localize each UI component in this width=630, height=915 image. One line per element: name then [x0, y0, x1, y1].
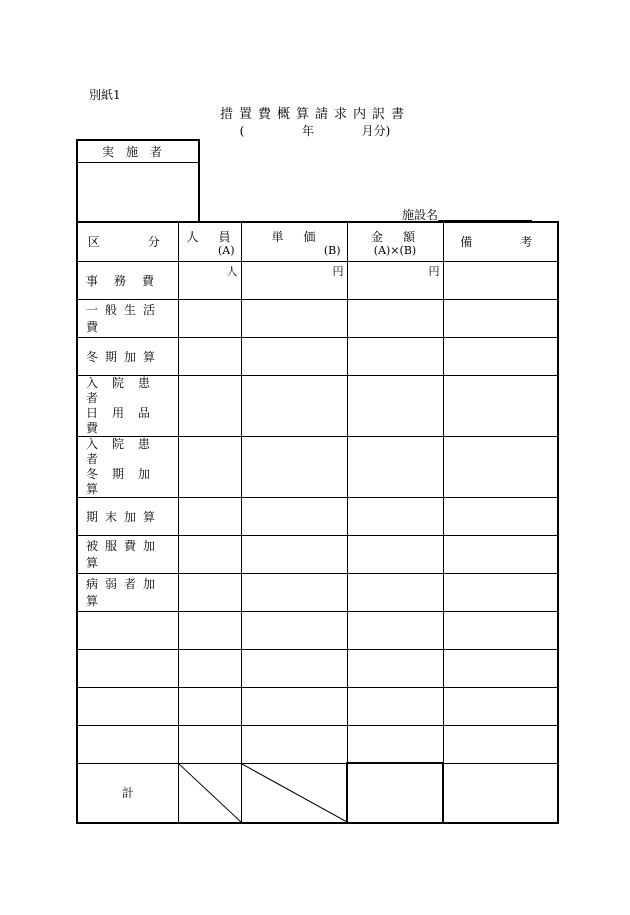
- cell-unit-price[interactable]: [241, 687, 347, 725]
- cell-persons[interactable]: [178, 725, 241, 763]
- cell-persons[interactable]: [178, 573, 241, 611]
- table-row: [77, 337, 558, 375]
- cell-remarks[interactable]: [443, 725, 558, 763]
- row-category: [77, 725, 178, 763]
- cell-persons[interactable]: [178, 299, 241, 337]
- cell-persons[interactable]: [178, 375, 241, 436]
- cell-persons[interactable]: [178, 497, 241, 535]
- table-row: [77, 573, 558, 611]
- table-row: [77, 687, 558, 725]
- row-category-line1: 被服費加算: [86, 539, 163, 570]
- total-row: [77, 763, 558, 823]
- header-unit-price: [241, 222, 347, 261]
- cell-unit-price[interactable]: [241, 497, 347, 535]
- cell-amount[interactable]: [347, 611, 443, 649]
- cell-unit-price[interactable]: [241, 573, 347, 611]
- breakdown-table: [76, 221, 559, 824]
- row-category-line1: 入院患者: [86, 436, 165, 466]
- table-row: [77, 436, 558, 497]
- cell-unit-price[interactable]: [241, 436, 347, 497]
- cell-unit-price[interactable]: [241, 375, 347, 436]
- facility-label: 施設名: [402, 208, 439, 222]
- diagonal-slash: [179, 764, 241, 822]
- row-category: [77, 436, 178, 497]
- cell-remarks[interactable]: [443, 573, 558, 611]
- cell-amount[interactable]: [347, 436, 443, 497]
- total-amount-cell[interactable]: [347, 763, 443, 823]
- total-persons-cell: [178, 763, 241, 823]
- unit-label: 円: [332, 264, 344, 278]
- cell-amount[interactable]: [347, 337, 443, 375]
- implementer-label: 実施者: [78, 141, 198, 163]
- row-category: [77, 375, 178, 436]
- header-unit-price-sub: (B): [323, 244, 341, 257]
- cell-persons[interactable]: [178, 687, 241, 725]
- total-label: 計: [77, 763, 178, 823]
- table-row: [77, 497, 558, 535]
- row-category-line2: 日用品費: [86, 405, 165, 435]
- implementer-box: [76, 139, 200, 221]
- table-row: [77, 299, 558, 337]
- unit-label: 円: [428, 264, 440, 278]
- row-category: [77, 337, 178, 375]
- cell-unit-price[interactable]: [241, 337, 347, 375]
- cell-persons[interactable]: [178, 436, 241, 497]
- header-persons-top: 人 員: [186, 230, 235, 244]
- cell-remarks[interactable]: [443, 375, 558, 436]
- table-row: [77, 649, 558, 687]
- row-category-line2: 冬期加算: [86, 466, 165, 496]
- cell-amount[interactable]: [347, 497, 443, 535]
- total-remarks-cell[interactable]: [443, 763, 558, 823]
- cell-remarks[interactable]: [443, 687, 558, 725]
- row-category: [77, 687, 178, 725]
- row-category: [77, 497, 178, 535]
- row-category: [77, 261, 178, 299]
- header-unit-price-top: 単 価: [271, 230, 320, 244]
- cell-amount[interactable]: [347, 573, 443, 611]
- cell-remarks[interactable]: [443, 337, 558, 375]
- row-category-line1: 冬期加算: [86, 349, 163, 364]
- period-month: 月分): [361, 124, 391, 138]
- cell-unit-price[interactable]: [241, 611, 347, 649]
- table-row: [77, 535, 558, 573]
- cell-amount[interactable]: [347, 261, 443, 299]
- cell-amount[interactable]: [347, 725, 443, 763]
- cell-amount[interactable]: [347, 535, 443, 573]
- cell-amount[interactable]: [347, 375, 443, 436]
- row-category: [77, 299, 178, 337]
- cell-remarks[interactable]: [443, 649, 558, 687]
- cell-amount[interactable]: [347, 299, 443, 337]
- header-remarks: 備 考: [443, 222, 558, 261]
- header-amount-sub: (A)×(B): [373, 244, 417, 257]
- cell-persons[interactable]: [178, 649, 241, 687]
- row-category-line1: 入院患者: [86, 375, 165, 405]
- cell-remarks[interactable]: [443, 261, 558, 299]
- row-category-line1: 期末加算: [86, 509, 163, 524]
- cell-remarks[interactable]: [443, 299, 558, 337]
- cell-unit-price[interactable]: [241, 649, 347, 687]
- row-category-line1: 病弱者加算: [86, 577, 163, 608]
- cell-persons[interactable]: [178, 337, 241, 375]
- header-amount: [347, 222, 443, 261]
- cell-unit-price[interactable]: [241, 725, 347, 763]
- period-year: 年: [301, 124, 314, 138]
- row-category: [77, 573, 178, 611]
- table-row: [77, 725, 558, 763]
- document-title: 措置費概算請求内訳書: [219, 107, 410, 122]
- table-row: [77, 261, 558, 299]
- cell-persons[interactable]: [178, 535, 241, 573]
- table-row: [77, 375, 558, 436]
- cell-unit-price[interactable]: [241, 535, 347, 573]
- cell-amount[interactable]: [347, 649, 443, 687]
- cell-persons[interactable]: [178, 611, 241, 649]
- header-amount-top: 金 額: [370, 230, 419, 244]
- cell-remarks[interactable]: [443, 497, 558, 535]
- facility-name-field[interactable]: [402, 206, 532, 221]
- row-category: [77, 611, 178, 649]
- cell-unit-price[interactable]: [241, 261, 347, 299]
- cell-remarks[interactable]: [443, 535, 558, 573]
- cell-remarks[interactable]: [443, 436, 558, 497]
- row-category-line1: 一般生活費: [86, 303, 163, 334]
- header-persons-sub: (A): [217, 244, 235, 257]
- cell-amount[interactable]: [347, 687, 443, 725]
- header-category: 区 分: [77, 222, 178, 261]
- period-open: (: [239, 124, 245, 138]
- header-persons: [178, 222, 241, 261]
- row-category-line1: 事務費: [86, 273, 171, 288]
- table-row: [77, 611, 558, 649]
- row-category: [77, 649, 178, 687]
- unit-label: 人: [226, 264, 238, 278]
- period-line: [0, 122, 630, 139]
- row-category: [77, 535, 178, 573]
- cell-unit-price[interactable]: [241, 299, 347, 337]
- total-unit-price-cell: [241, 763, 347, 823]
- annex-label: 別紙1: [89, 88, 121, 102]
- cell-remarks[interactable]: [443, 611, 558, 649]
- diagonal-slash: [242, 764, 347, 822]
- cell-persons[interactable]: [178, 261, 241, 299]
- header-row: [77, 222, 558, 261]
